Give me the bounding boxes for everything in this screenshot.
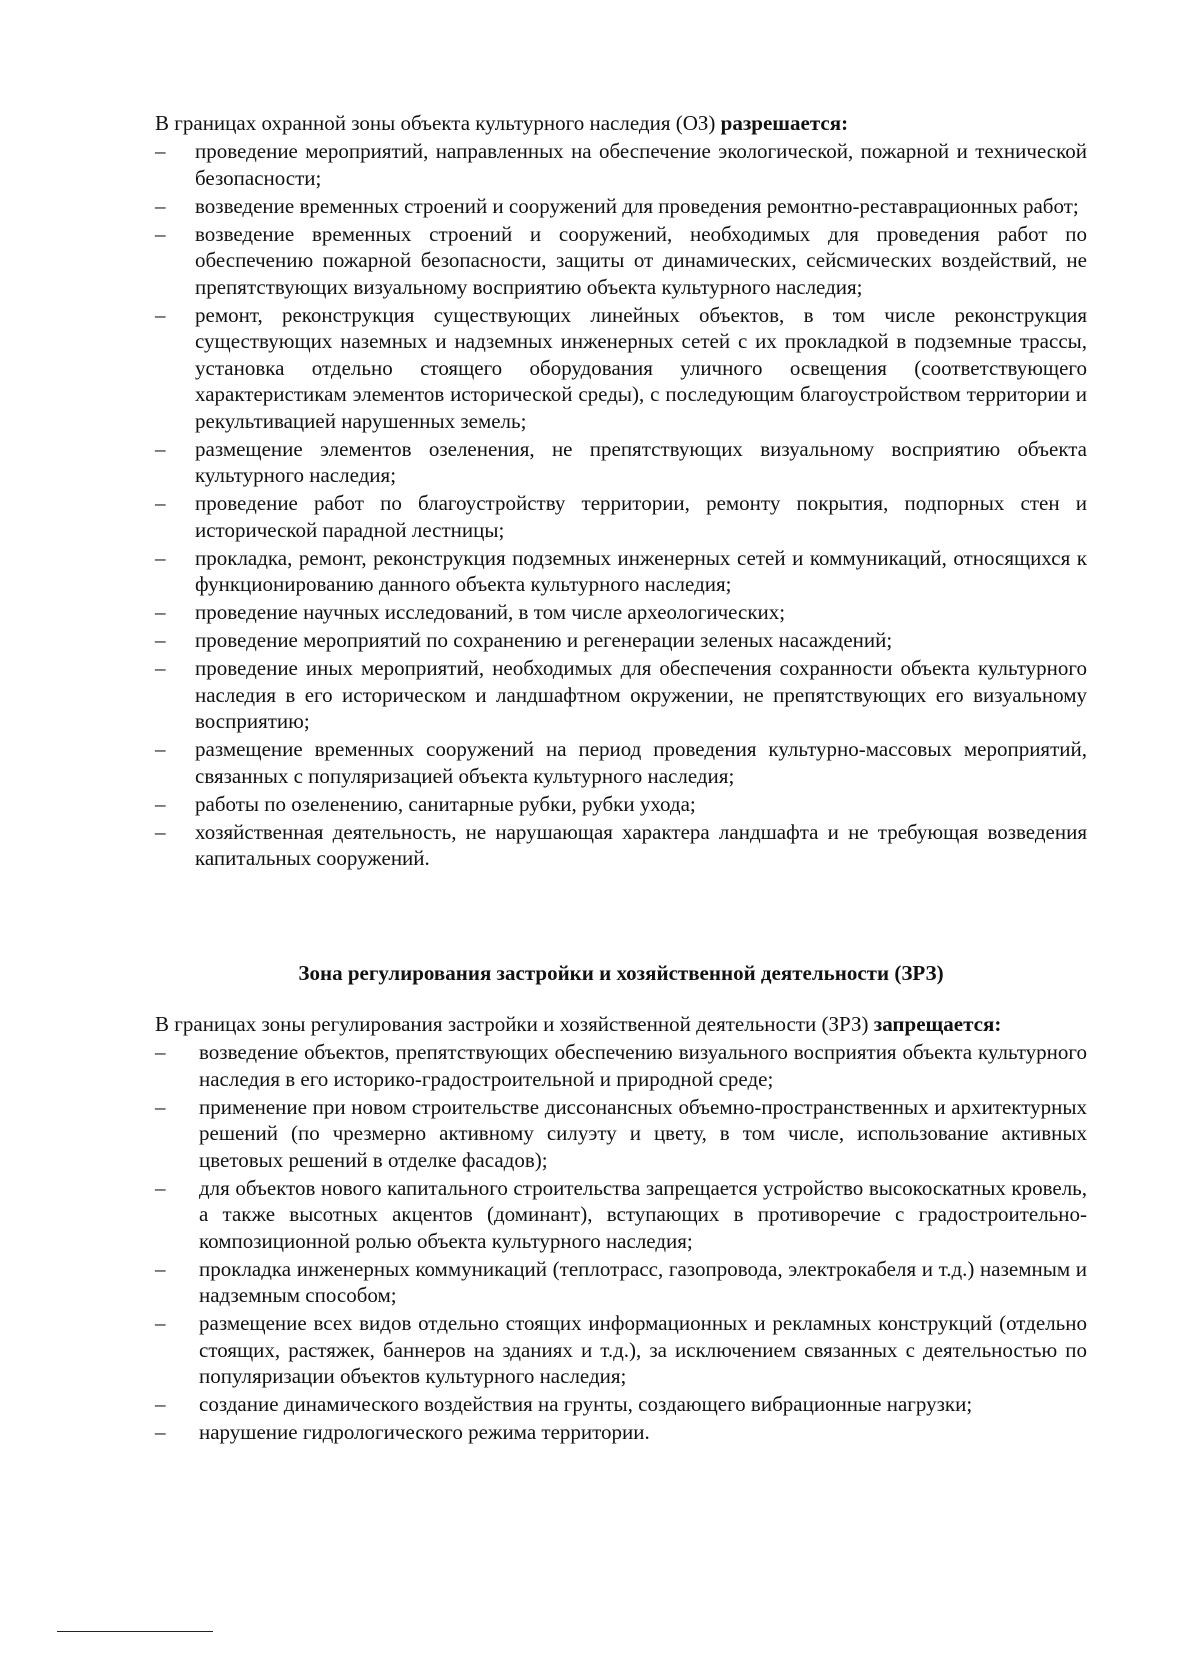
list-item [155, 490, 1087, 543]
dash-marker: – [155, 628, 166, 652]
list-item-text: проведение научных исследований, в том числе археологических; [195, 600, 786, 624]
list-item-text: для объектов нового капитального строительства запрещается устройство высокоскатных кровель, а также высотных акцентов (доминант), вступающих в противоречие с градостроительно-композиционной ролью объекта культурного наследия; [199, 1175, 1087, 1253]
section-zrz [155, 1011, 1087, 1446]
list-item [155, 599, 1087, 626]
list-item [155, 1175, 1087, 1255]
list-item [155, 302, 1087, 435]
dash-marker: – [155, 221, 166, 246]
dash-marker: – [155, 1256, 166, 1281]
list-item-text: прокладка, ремонт, реконструкция подземных инженерных сетей и коммуникаций, относящихся к функционированию данного объекта культурного наследия; [195, 545, 1087, 596]
section-oz [155, 110, 1087, 872]
intro-text: В границах охранной зоны объекта культурного наследия (ОЗ) [155, 111, 721, 135]
list-item [155, 1039, 1087, 1092]
list-item-text: возведение временных строений и сооружений для проведения ремонтно-реставрационных работ; [195, 193, 1079, 218]
list-item [155, 791, 1087, 818]
dash-marker: – [155, 737, 166, 761]
list-item [155, 1256, 1087, 1309]
list-item [155, 221, 1087, 301]
list-item [155, 193, 1087, 220]
dash-marker: – [155, 193, 166, 218]
list-item-text: ремонт, реконструкция существующих линейных объектов, в том числе реконструкция существующих наземных и надземных инженерных сетей с их прокладкой в подземные трассы, установка отдельно стоящего оборудования уличного освещения (соответствующего характеристикам элементов исторической среды), с последующим благоустройством территории и рекультивацией нарушенных земель; [195, 302, 1087, 433]
dash-marker: – [155, 302, 166, 327]
dash-marker: – [155, 600, 166, 624]
dash-marker: – [155, 656, 166, 680]
list-item [155, 1419, 1087, 1446]
list-item [155, 1310, 1087, 1390]
list-item [155, 1391, 1087, 1418]
list-item [155, 655, 1087, 735]
dash-marker: – [155, 491, 166, 515]
list-item [155, 627, 1087, 654]
list-item-text: прокладка инженерных коммуникаций (теплотрасс, газопровода, электрокабеля и т.д.) наземным и надземным способом; [199, 1256, 1087, 1307]
dash-marker: – [155, 1094, 166, 1119]
dash-marker: – [155, 1311, 166, 1335]
list-item-text: работы по озеленению, санитарные рубки, рубки ухода; [195, 791, 696, 816]
list-item [155, 736, 1087, 789]
allowed-list [155, 138, 1087, 872]
list-item-text: проведение работ по благоустройству территории, ремонту покрытия, подпорных стен и исторической парадной лестницы; [195, 491, 1087, 542]
dash-marker: – [155, 791, 166, 816]
list-item [155, 138, 1087, 191]
list-item [155, 819, 1087, 872]
section-oz-intro [155, 110, 1087, 137]
list-item-text: проведение мероприятий, направленных на обеспечение экологической, пожарной и технической безопасности; [195, 139, 1087, 190]
dash-marker: – [155, 436, 166, 461]
dash-marker: – [155, 139, 166, 163]
intro-bold-term: запрещается: [873, 1012, 1002, 1036]
section-zrz-intro [155, 1011, 1087, 1038]
list-item-text: создание динамического воздействия на грунты, создающего вибрационные нагрузки; [199, 1392, 973, 1416]
list-item-text: проведение мероприятий по сохранению и регенерации зеленых насаждений; [195, 628, 893, 652]
footnote-rule [57, 1631, 213, 1632]
section-heading-zrz: Зона регулирования застройки и хозяйственной деятельности (ЗРЗ) [298, 961, 944, 985]
list-item-text: хозяйственная деятельность, не нарушающая характера ландшафта и не требующая возведения капитальных сооружений. [195, 819, 1087, 870]
list-item [155, 545, 1087, 598]
list-item-text: размещение элементов озеленения, не препятствующих визуальному восприятию объекта культурного наследия; [195, 436, 1087, 487]
intro-bold-term: разрешается: [720, 111, 849, 135]
list-item-text: проведение иных мероприятий, необходимых для обеспечения сохранности объекта культурного наследия в его историческом и ландшафтном окружении, не препятствующих его визуальному восприятию; [195, 656, 1087, 733]
prohibited-list [155, 1039, 1087, 1446]
list-item [155, 1094, 1087, 1174]
list-item-text: применение при новом строительстве диссонансных объемно-пространственных и архитектурных решений (по чрезмерно активному силуэту и цвету, в том числе, использование активных цветовых решений в отделке фасадов); [199, 1094, 1087, 1172]
dash-marker: – [155, 1175, 166, 1200]
list-item-text: возведение объектов, препятствующих обеспечению визуального восприятия объекта культурного наследия в его историко-градостроительной и природной среде; [199, 1040, 1087, 1091]
list-item-text: размещение всех видов отдельно стоящих информационных и рекламных конструкций (отдельно стоящих, растяжек, баннеров на зданиях и т.д.), за исключением связанных с деятельностью по популяризации объектов культурного наследия; [199, 1311, 1087, 1388]
intro-text: В границах зоны регулирования застройки и хозяйственной деятельности (ЗРЗ) [155, 1012, 874, 1036]
dash-marker: – [155, 819, 166, 844]
list-item-text: нарушение гидрологического режима территории. [199, 1420, 650, 1444]
list-item [155, 436, 1087, 489]
list-item-text: размещение временных сооружений на период проведения культурно-массовых мероприятий, связанных с популяризацией объекта культурного наследия; [195, 737, 1087, 788]
dash-marker: – [155, 545, 166, 570]
dash-marker: – [155, 1040, 166, 1064]
dash-marker: – [155, 1392, 166, 1416]
list-item-text: возведение временных строений и сооружений, необходимых для проведения работ по обеспечению пожарной безопасности, защиты от динамических, сейсмических воздействий, не препятствующих визуальному восприятию объекта культурного наследия; [195, 221, 1087, 299]
dash-marker: – [155, 1420, 166, 1444]
